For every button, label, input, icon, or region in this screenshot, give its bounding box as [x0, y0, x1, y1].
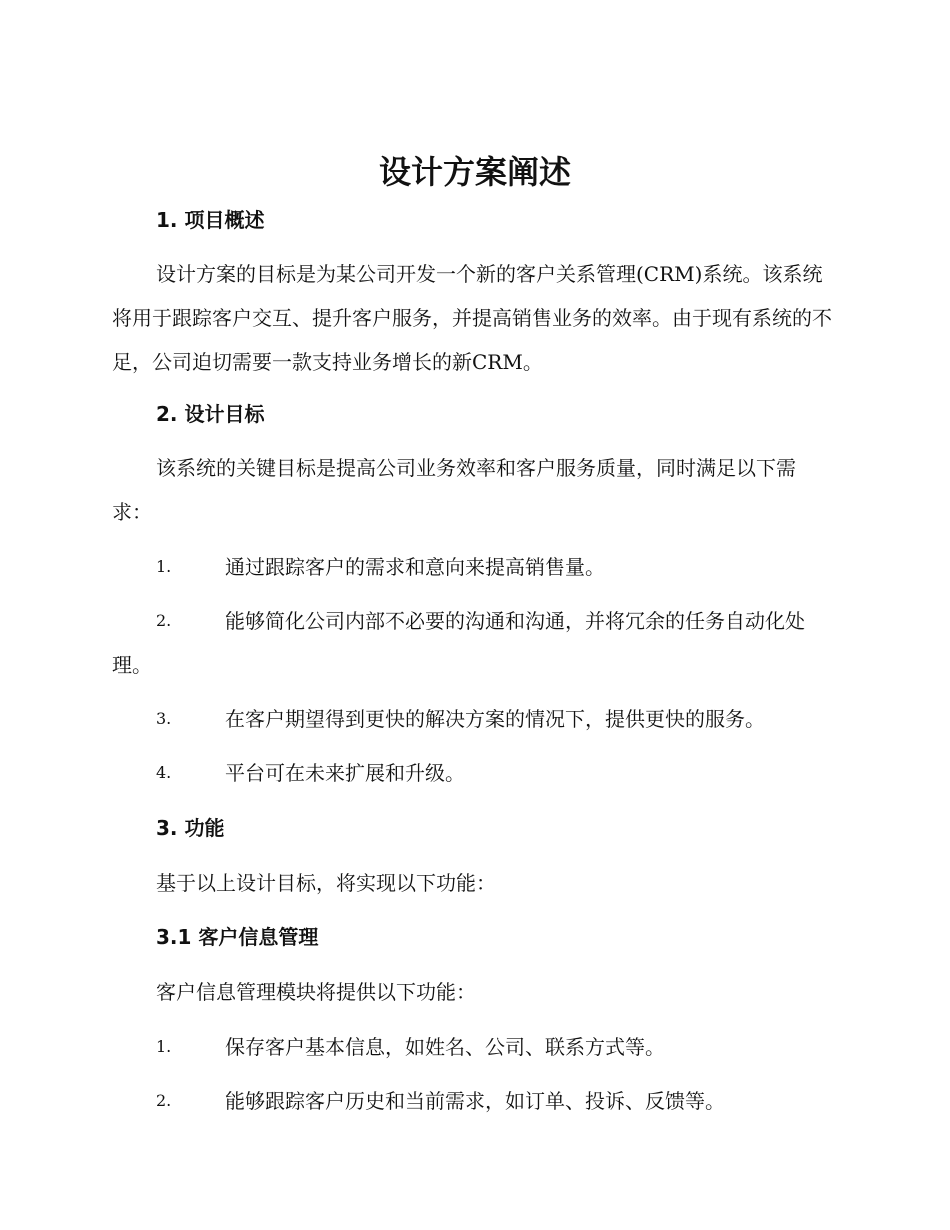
list-item-text: 能够跟踪客户历史和当前需求，如订单、投诉、反馈等。 — [225, 1089, 725, 1113]
list-item-text: 通过跟踪客户的需求和意向来提高销售量。 — [225, 555, 605, 579]
list-number: 1. — [156, 1037, 172, 1056]
list-item — [112, 545, 832, 589]
list-number: 1. — [156, 557, 172, 576]
section-heading-overview: 1. 项目概述 — [156, 208, 265, 232]
paragraph-goals — [112, 446, 832, 534]
paragraph-overview-text: 设计方案的目标是为某公司开发一个新的客户关系管理(CRM)系统。该系统将用于跟踪客户交互、提升客户服务，并提高销售业务的效率。由于现有系统的不足，公司迫切需要一款支持业务增长的新CRM。 — [112, 262, 832, 374]
list-number: 3. — [156, 709, 172, 728]
list-item — [112, 1079, 832, 1123]
list-number: 2. — [156, 611, 172, 630]
paragraph-customer-info — [112, 970, 832, 1014]
document-title: 设计方案阐述 — [378, 153, 571, 191]
list-item — [112, 599, 832, 687]
list-item-text: 在客户期望得到更快的解决方案的情况下，提供更快的服务。 — [225, 707, 765, 731]
list-number: 2. — [156, 1091, 172, 1110]
list-number: 4. — [156, 763, 172, 782]
paragraph-features — [112, 861, 832, 905]
section-heading-features: 3. 功能 — [156, 816, 225, 840]
list-item — [112, 751, 832, 795]
list-item-text: 能够简化公司内部不必要的沟通和沟通，并将冗余的任务自动化处理。 — [112, 609, 805, 677]
paragraph-features-text: 基于以上设计目标，将实现以下功能： — [156, 871, 496, 895]
list-item-text: 保存客户基本信息，如姓名、公司、联系方式等。 — [225, 1035, 665, 1059]
paragraph-customer-info-text: 客户信息管理模块将提供以下功能： — [156, 980, 476, 1004]
paragraph-overview — [112, 252, 832, 384]
section-heading-goals: 2. 设计目标 — [156, 402, 265, 426]
section-heading-customer-info: 3.1 客户信息管理 — [156, 925, 319, 949]
paragraph-goals-text: 该系统的关键目标是提高公司业务效率和客户服务质量，同时满足以下需求： — [112, 456, 796, 524]
list-item — [112, 697, 832, 741]
list-item — [112, 1025, 832, 1069]
list-item-text: 平台可在未来扩展和升级。 — [225, 761, 465, 785]
